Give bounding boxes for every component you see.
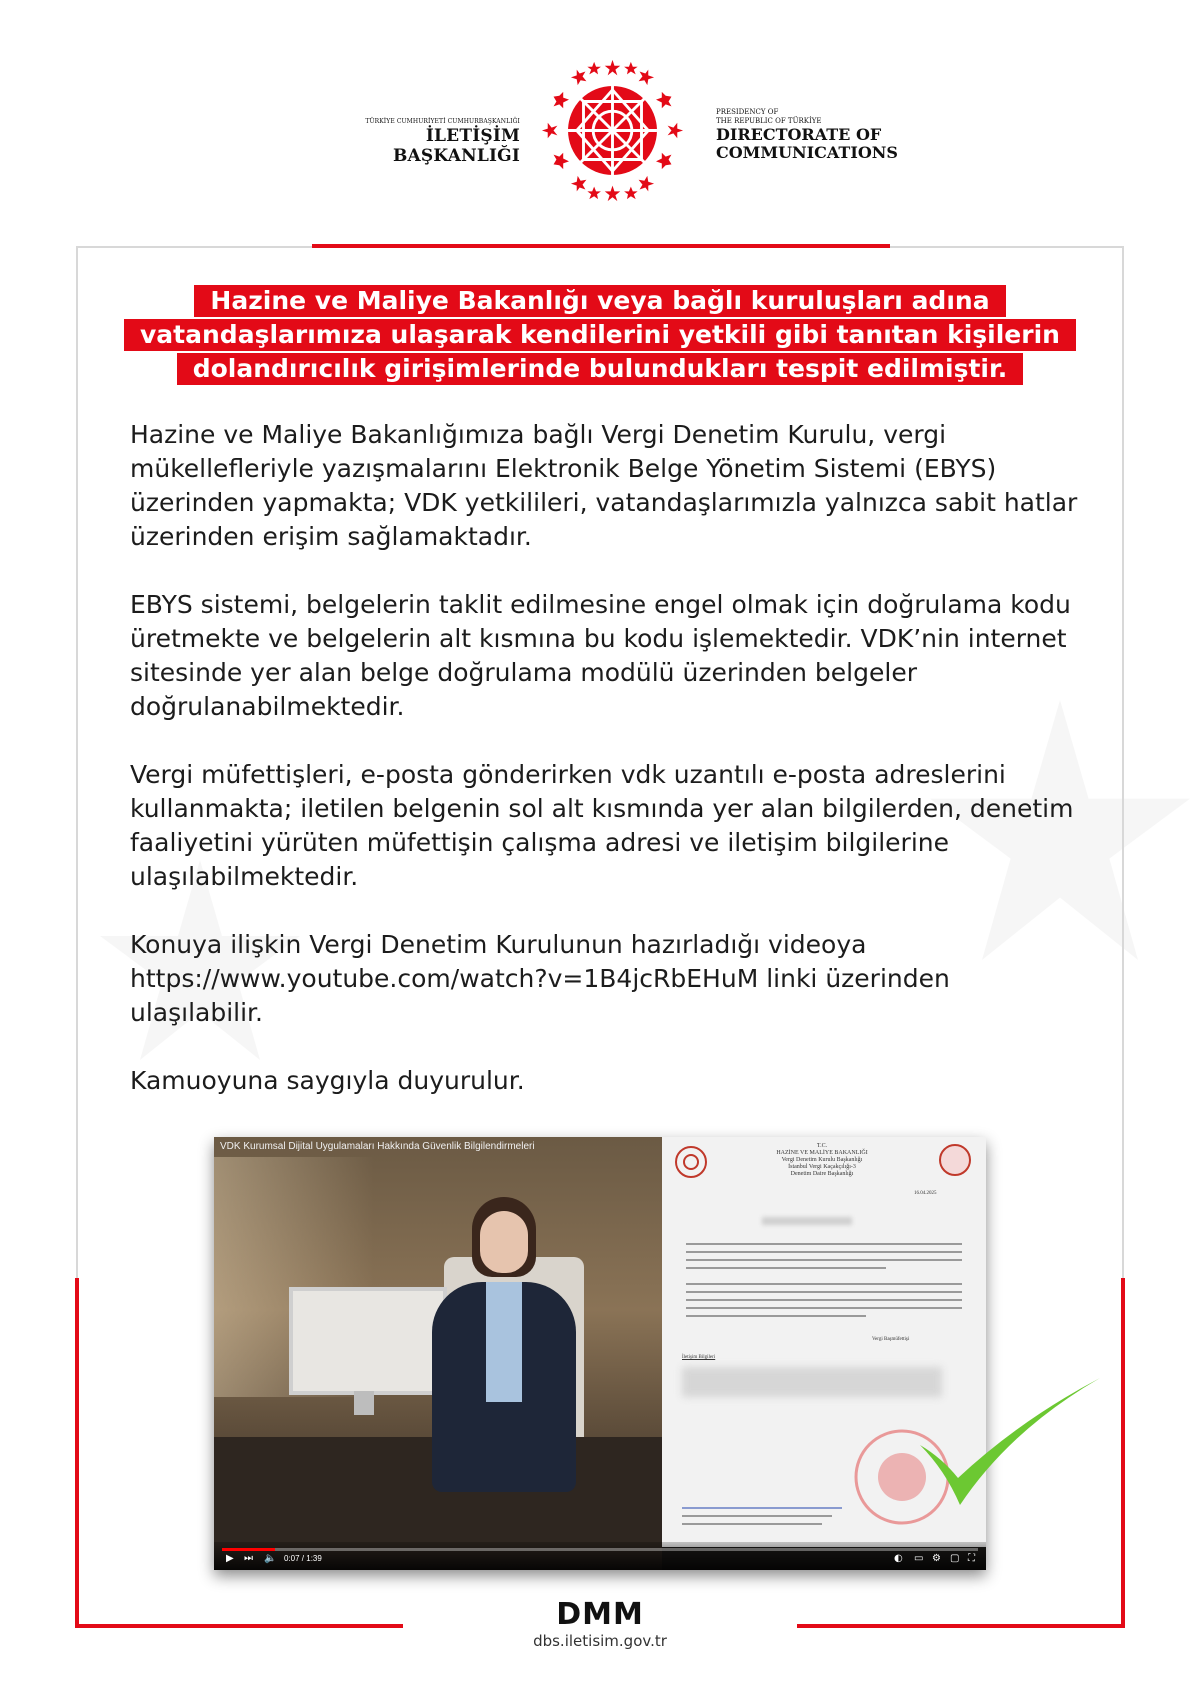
doc-date: 16.04.2025 [914, 1191, 937, 1196]
doc-footer-line [682, 1515, 832, 1517]
footer-url[interactable]: dbs.iletisim.gov.tr [533, 1632, 667, 1650]
document-header [742, 1143, 902, 1178]
video-controls [214, 1542, 986, 1570]
next-icon[interactable]: ⏭ [244, 1553, 253, 1564]
frame-top-accent [312, 244, 890, 248]
video-time: 0:07 / 1:39 [284, 1554, 322, 1563]
frame-right-border [1122, 246, 1124, 1278]
subtitles-icon[interactable]: ▭ [914, 1553, 924, 1564]
headline-line-3: dolandırıcılık girişimlerinde bulundukları tespit edilmiştir. [177, 353, 1024, 385]
ministry-seal-icon [674, 1145, 708, 1179]
doc-contact-info: İletişim Bilgileri [682, 1355, 716, 1360]
header-right-title-2: COMMUNICATIONS [716, 143, 898, 162]
header [0, 58, 1200, 208]
header-left-title: İLETİŞİM BAŞKANLIĞI [392, 126, 520, 166]
volume-icon[interactable]: 🔈 [264, 1553, 277, 1564]
paragraph-video-link: Konuya ilişkin Vergi Denetim Kurulunun hazırladığı videoya https://www.youtube.com/watch?v=1B4jcRbEHuM linki üzerinden ulaşılabilir. [130, 930, 950, 1027]
play-icon[interactable]: ▶ [226, 1553, 234, 1564]
headline [100, 285, 1100, 387]
doc-text-line [686, 1315, 866, 1317]
doc-signature: Vergi Başmüfettişi [872, 1337, 910, 1342]
frame-right-accent [1121, 1278, 1125, 1628]
checkmark-icon [900, 1370, 1120, 1520]
doc-text-line [686, 1267, 886, 1269]
header-left-small: TÜRKİYE CUMHURİYETİ CUMHURBAŞKANLIĞI [365, 118, 520, 125]
doc-text-line [686, 1283, 962, 1285]
doc-header-1: T.C. [816, 1143, 828, 1149]
frame-bottom-right-accent [797, 1624, 1125, 1628]
doc-header-4: İstanbul Vergi Kaçakçılığı-3 [788, 1164, 856, 1170]
settings-icon[interactable]: ⚙ [932, 1553, 941, 1564]
progress-bar[interactable] [222, 1548, 978, 1551]
toggle-icon[interactable]: ◐ [894, 1553, 903, 1564]
cast-icon[interactable]: ▢ [950, 1553, 960, 1564]
doc-text-line [686, 1291, 962, 1293]
vdk-seal-icon [938, 1143, 972, 1177]
dmm-logo: DMM [556, 1597, 644, 1632]
video-scene [214, 1137, 662, 1570]
presenter-shirt [486, 1282, 522, 1402]
doc-header-2: HAZİNE VE MALİYE BAKANLIĞI [776, 1150, 868, 1156]
doc-text-line [686, 1251, 962, 1253]
header-right-text [716, 108, 936, 162]
header-right-small-1: PRESIDENCY OF [716, 108, 779, 116]
fullscreen-icon[interactable]: ⛶ [968, 1553, 975, 1564]
monitor-stand [354, 1391, 374, 1415]
header-right-small-2: THE REPUBLIC OF TÜRKİYE [716, 117, 822, 125]
headline-line-2: vatandaşlarımıza ulaşarak kendilerini yetkili gibi tanıtan kişilerin [124, 319, 1076, 351]
paragraph-closing: Kamuoyuna saygıyla duyurulur. [130, 1066, 525, 1095]
headline-line-1: Hazine ve Maliye Bakanlığı veya bağlı kuruluşları adına [194, 285, 1005, 317]
doc-text-line [686, 1259, 962, 1261]
monitor [289, 1287, 447, 1395]
doc-header-5: Denetim Daire Başkanlığı [790, 1171, 854, 1177]
progress-bar-fill [222, 1548, 275, 1551]
paragraph-verification: EBYS sistemi, belgelerin taklit edilmesine engel olmak için doğrulama kodu üretmekte ve belgelerin alt kısmına bu kodu işlemektedir. VDK’nin internet sitesinde yer alan belge doğrulama modülü üzerinden belgeler doğrulanabilmektedir. [130, 590, 1071, 721]
paragraph-ebys: Hazine ve Maliye Bakanlığımıza bağlı Vergi Denetim Kurulu, vergi mükellefleriyle yazışmalarını Elektronik Belge Yönetim Sistemi (EBYS) üzerinden yapmakta; VDK yetkilileri, vatandaşlarımızla yalnızca sabit hatlar üzerinden erişim sağlamaktadır. [130, 420, 1078, 551]
doc-text-line [686, 1243, 962, 1245]
doc-footer-line [682, 1523, 822, 1525]
doc-header-3: Vergi Denetim Kurulu Başkanlığı [781, 1157, 863, 1163]
video-player[interactable] [214, 1137, 986, 1570]
video-title: VDK Kurumsal Dijital Uygulamaları Hakkında Güvenlik Bilgilendirmeleri [220, 1141, 535, 1152]
doc-footer-line [682, 1507, 842, 1509]
doc-text-line [686, 1299, 962, 1301]
presidency-emblem-logo [540, 58, 685, 203]
frame-left-accent [75, 1278, 79, 1628]
paragraph-email: Vergi müfettişleri, e-posta gönderirken vdk uzantılı e-posta adreslerini kullanmakta; iletilen belgenin sol alt kısmında yer alan bilgilerden, denetim faaliyetini yürüten müfettişin çalışma adresi ve iletişim bilgilerine ulaşılabilmektedir. [130, 760, 1074, 891]
header-left-text [310, 118, 520, 166]
presenter-face [480, 1211, 528, 1273]
announcement-body [130, 418, 1080, 1098]
frame-left-border [76, 246, 78, 1278]
frame-bottom-left-accent [75, 1624, 403, 1628]
header-right-title-1: DIRECTORATE OF [716, 125, 882, 144]
blurred-recipient [762, 1217, 852, 1225]
doc-text-line [686, 1307, 962, 1309]
